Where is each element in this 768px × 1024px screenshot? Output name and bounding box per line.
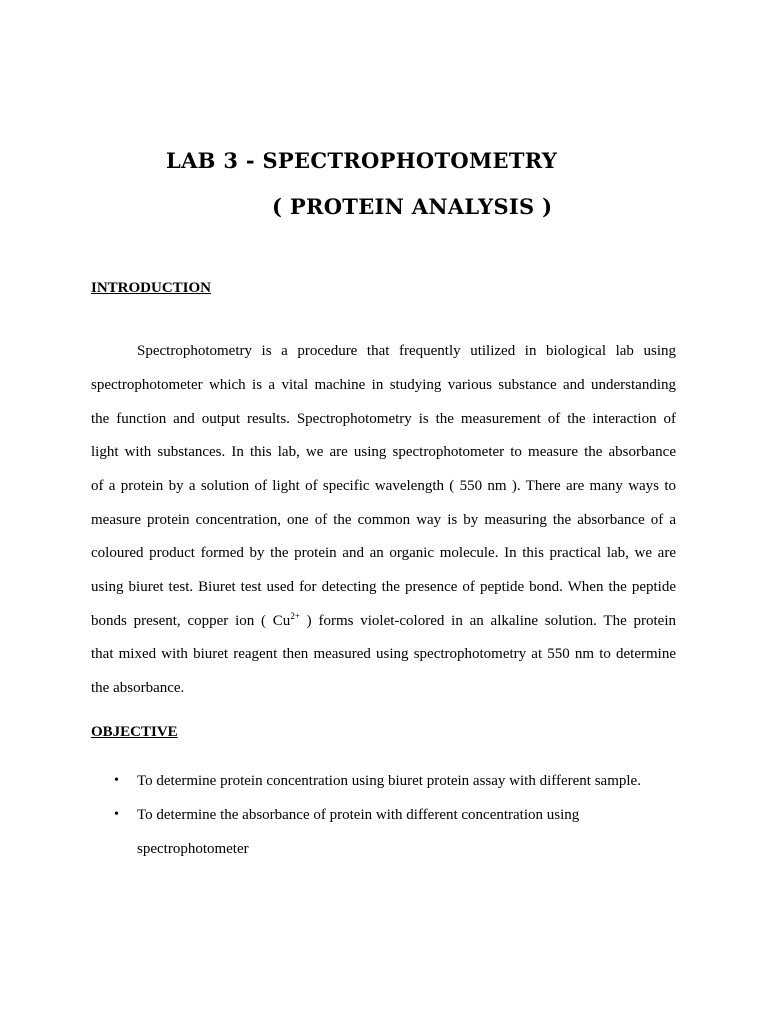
intro-line: of a protein by a solution of light of specific wavelength ( 550 nm ). There are many ways to (91, 478, 676, 494)
bullet-icon: • (114, 773, 119, 788)
intro-line: that mixed with biuret reagent then measured using spectrophotometry at 550 nm to determine (91, 646, 676, 662)
objective-heading: OBJECTIVE (91, 724, 178, 740)
intro-line: light with substances. In this lab, we are using spectrophotometer to measure the absorbance (91, 444, 676, 460)
intro-line: the absorbance. (91, 680, 185, 696)
objective-item-continuation: spectrophotometer (137, 841, 249, 857)
copper-ion-charge: 2+ (290, 611, 300, 621)
intro-line: Spectrophotometry is a procedure that frequently utilized in biological lab using (137, 343, 676, 359)
intro-line-part: ) forms violet-colored in an alkaline solution. The protein (299, 613, 676, 629)
intro-line-part: bonds present, copper ion ( Cu (91, 613, 291, 629)
objective-item: To determine the absorbance of protein with different concentration using (137, 807, 580, 823)
intro-line: spectrophotometer which is a vital machine in studying various substance and understanding (91, 377, 676, 393)
intro-line: coloured product formed by the protein and an organic molecule. In this practical lab, we are (91, 545, 676, 561)
introduction-heading: INTRODUCTION (91, 280, 212, 296)
document-title: LAB 3 - SPECTROPHOTOMETRY (166, 148, 558, 173)
intro-line: the function and output results. Spectrophotometry is the measurement of the interaction of (91, 411, 676, 427)
document-subtitle: ( PROTEIN ANALYSIS ) (272, 194, 553, 219)
objective-item: To determine protein concentration using biuret protein assay with different sample. (137, 773, 641, 789)
intro-line-with-superscript (91, 611, 676, 631)
intro-line: using biuret test. Biuret test used for detecting the presence of peptide bond. When the peptide (91, 579, 676, 595)
bullet-icon: • (114, 807, 119, 822)
intro-line: measure protein concentration, one of the common way is by measuring the absorbance of a (91, 512, 676, 528)
